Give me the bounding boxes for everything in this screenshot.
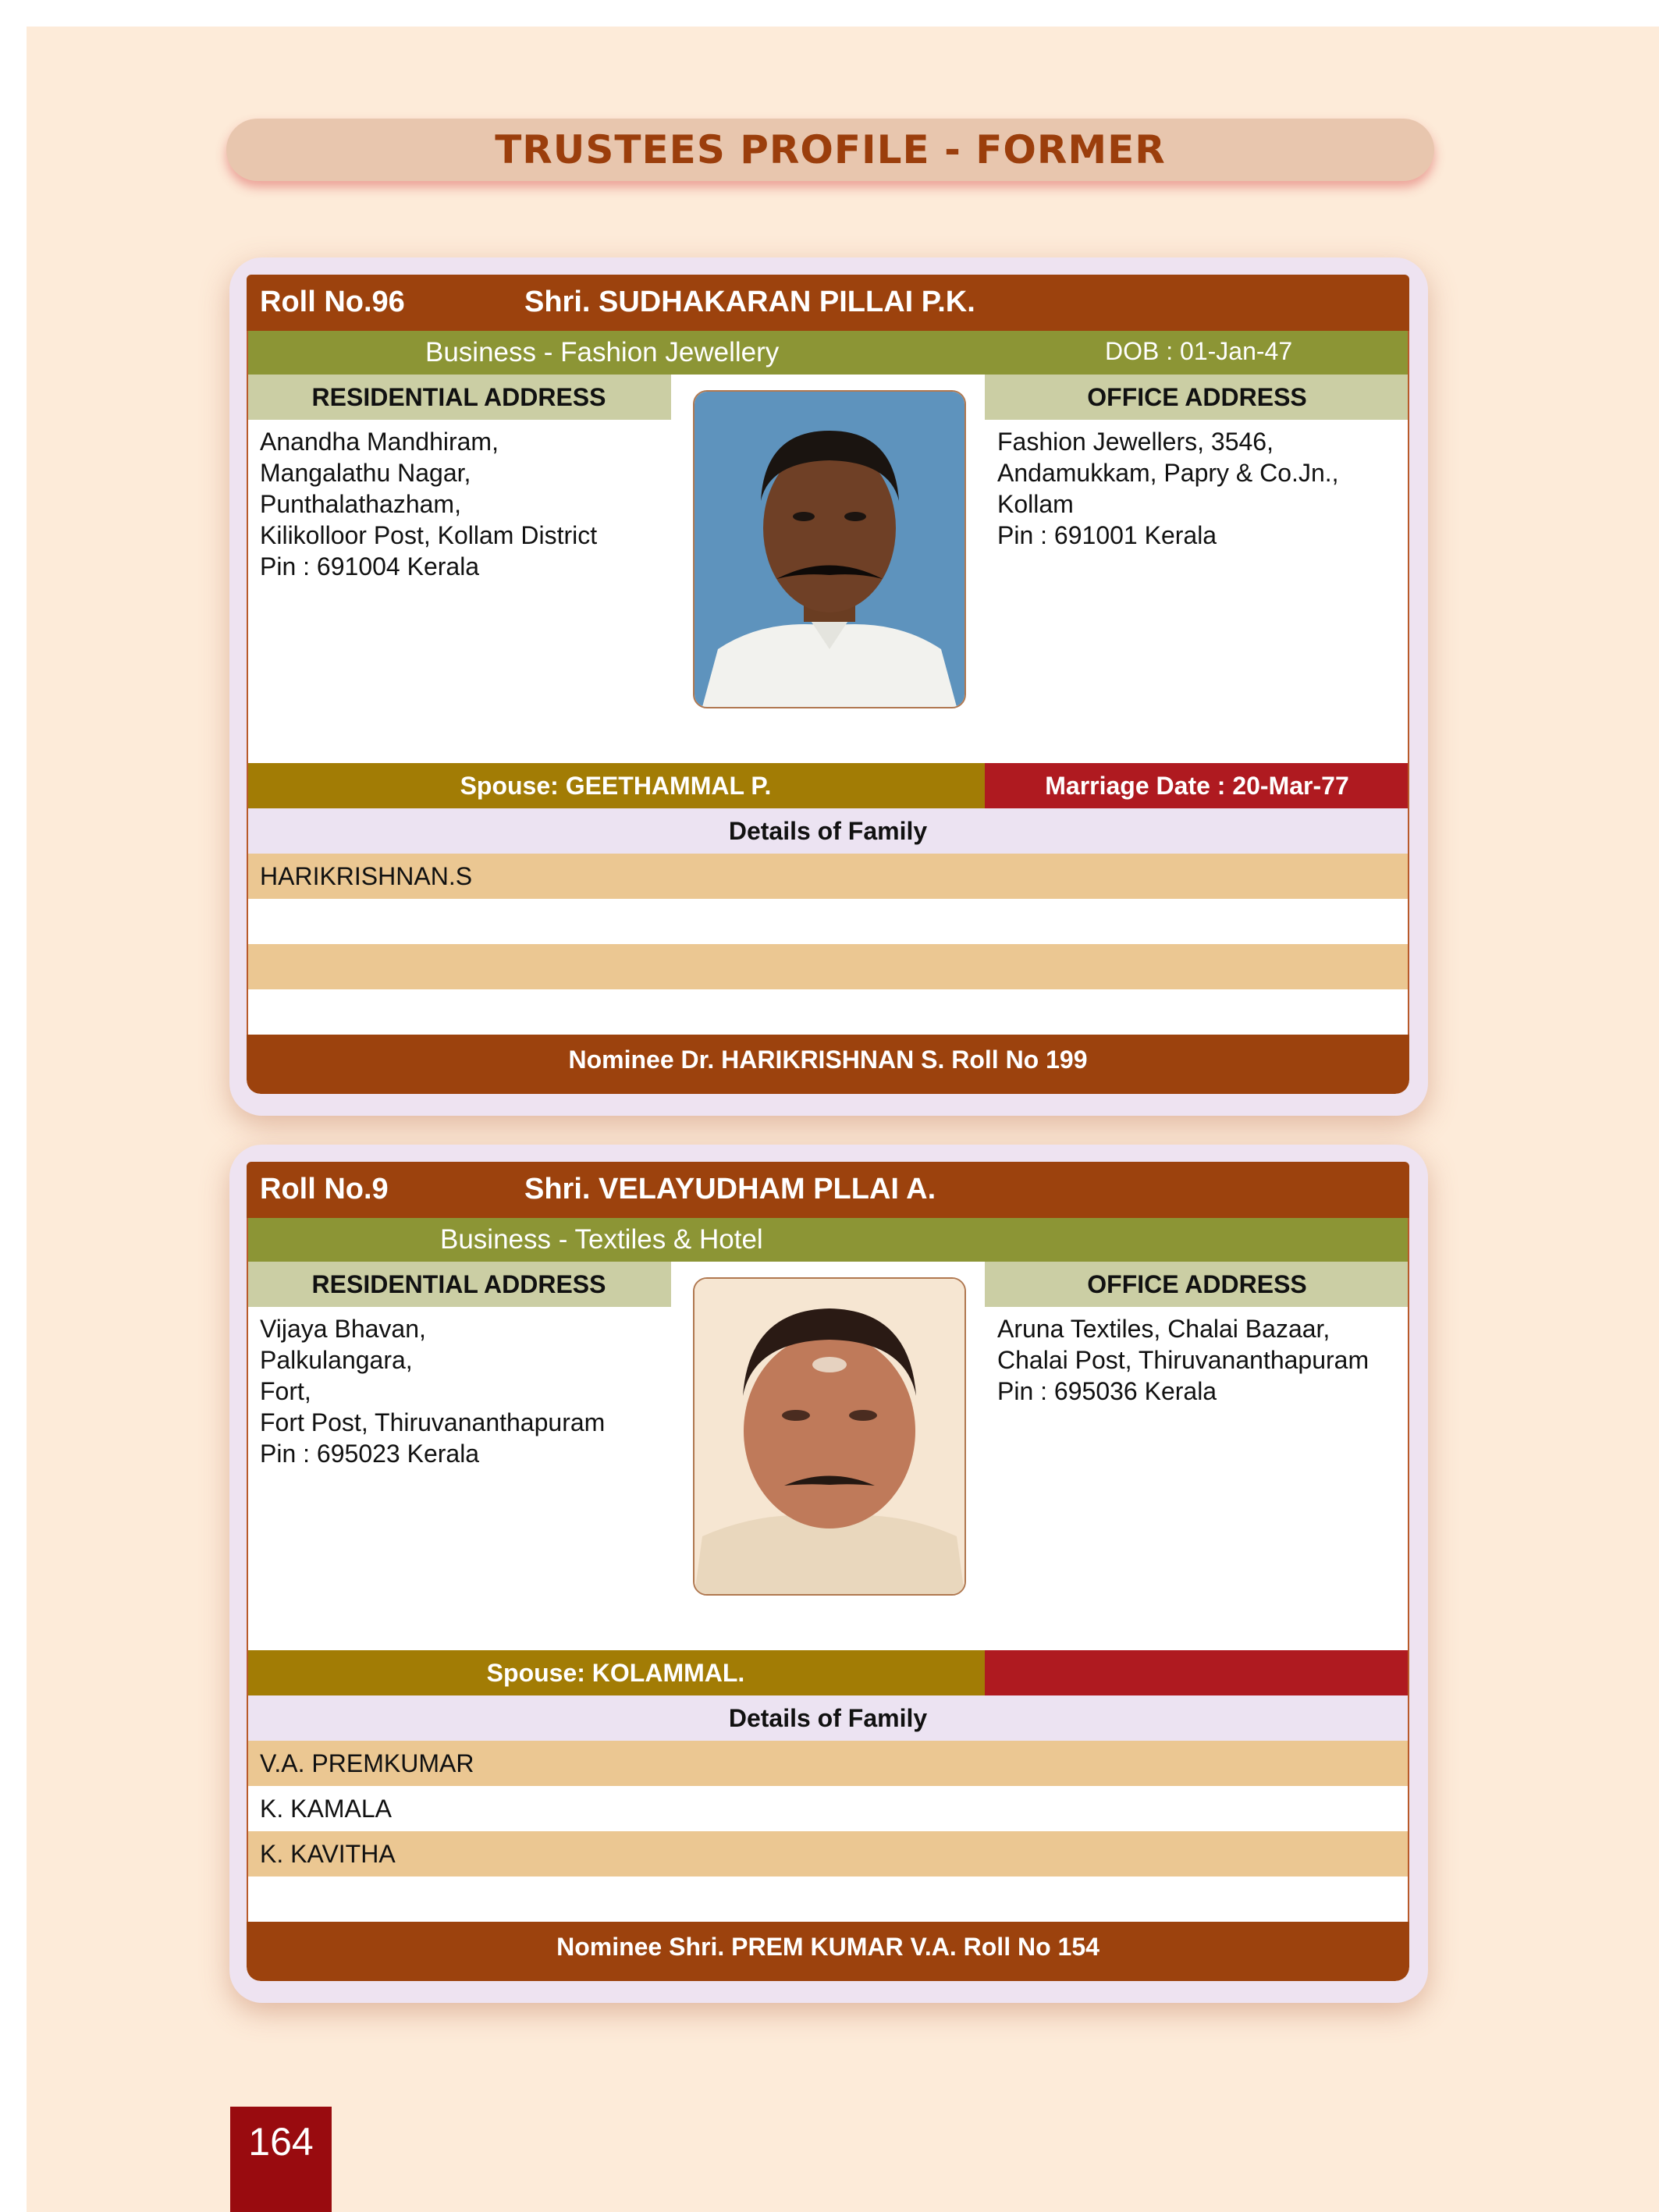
family-row <box>247 899 1409 944</box>
business-row <box>247 1218 1409 1262</box>
office-address: Aruna Textiles, Chalai Bazaar, Chalai Post, Thiruvananthapuram Pin : 695036 Kerala <box>997 1315 1369 1405</box>
card-border-right <box>1408 331 1409 1035</box>
card-header <box>247 275 1409 331</box>
page-title: TRUSTEES PROFILE - FORMER <box>226 119 1434 181</box>
family-row: V.A. PREMKUMAR <box>247 1741 1409 1786</box>
nominee-row: Nominee Dr. HARIKRISHNAN S. Roll No 199 <box>247 1035 1409 1094</box>
family-row <box>247 989 1409 1035</box>
family-row: K. KAMALA <box>247 1786 1409 1831</box>
card-border-left <box>247 331 248 1035</box>
trustee-name: Shri. VELAYUDHAM PLLAI A. <box>524 1173 936 1205</box>
roll-number: Roll No.9 <box>260 1173 389 1205</box>
trustee-card-2 <box>229 1145 1428 2003</box>
family-row <box>247 944 1409 989</box>
dob-text: DOB : 01-Jan-47 <box>1105 337 1293 365</box>
card-border-right <box>1408 1218 1409 1922</box>
marriage-date: Marriage Date : 20-Mar-77 <box>985 763 1409 808</box>
trustee-card-body <box>247 1162 1409 1981</box>
portrait-placeholder <box>695 392 964 707</box>
office-address-heading: OFFICE ADDRESS <box>985 1262 1409 1307</box>
family-heading: Details of Family <box>247 1695 1409 1741</box>
trustee-name: Shri. SUDHAKARAN PILLAI P.K. <box>524 286 975 318</box>
residential-address: Anandha Mandhiram, Mangalathu Nagar, Punthalathazham, Kilikolloor Post, Kollam District Pin : 691004 Kerala <box>260 428 598 581</box>
roll-number: Roll No.96 <box>260 286 405 318</box>
nominee-row: Nominee Shri. PREM KUMAR V.A. Roll No 154 <box>247 1922 1409 1981</box>
family-heading: Details of Family <box>247 808 1409 854</box>
family-row <box>247 1876 1409 1922</box>
marriage-date <box>985 1650 1409 1695</box>
spouse-row: Spouse: KOLAMMAL. <box>247 1650 985 1695</box>
residential-address: Vijaya Bhavan, Palkulangara, Fort, Fort Post, Thiruvananthapuram Pin : 695023 Kerala <box>260 1315 606 1468</box>
spouse-row: Spouse: GEETHAMMAL P. <box>247 763 985 808</box>
office-address: Fashion Jewellers, 3546, Andamukkam, Papry & Co.Jn., Kollam Pin : 691001 Kerala <box>997 428 1339 549</box>
trustee-photo <box>693 390 966 708</box>
page-number: 164 <box>230 2107 332 2212</box>
business-text: Business - Textiles & Hotel <box>440 1224 763 1255</box>
card-header <box>247 1162 1409 1218</box>
trustee-card-1 <box>229 257 1428 1116</box>
business-text: Business - Fashion Jewellery <box>425 337 780 367</box>
family-row: K. KAVITHA <box>247 1831 1409 1876</box>
card-border-left <box>247 1218 248 1922</box>
trustee-card-body <box>247 275 1409 1094</box>
residential-address-heading: RESIDENTIAL ADDRESS <box>247 375 671 420</box>
family-row: HARIKRISHNAN.S <box>247 854 1409 899</box>
trustee-photo <box>693 1277 966 1596</box>
portrait-placeholder <box>695 1279 964 1594</box>
business-row <box>247 331 1409 375</box>
office-address-heading: OFFICE ADDRESS <box>985 375 1409 420</box>
residential-address-heading: RESIDENTIAL ADDRESS <box>247 1262 671 1307</box>
